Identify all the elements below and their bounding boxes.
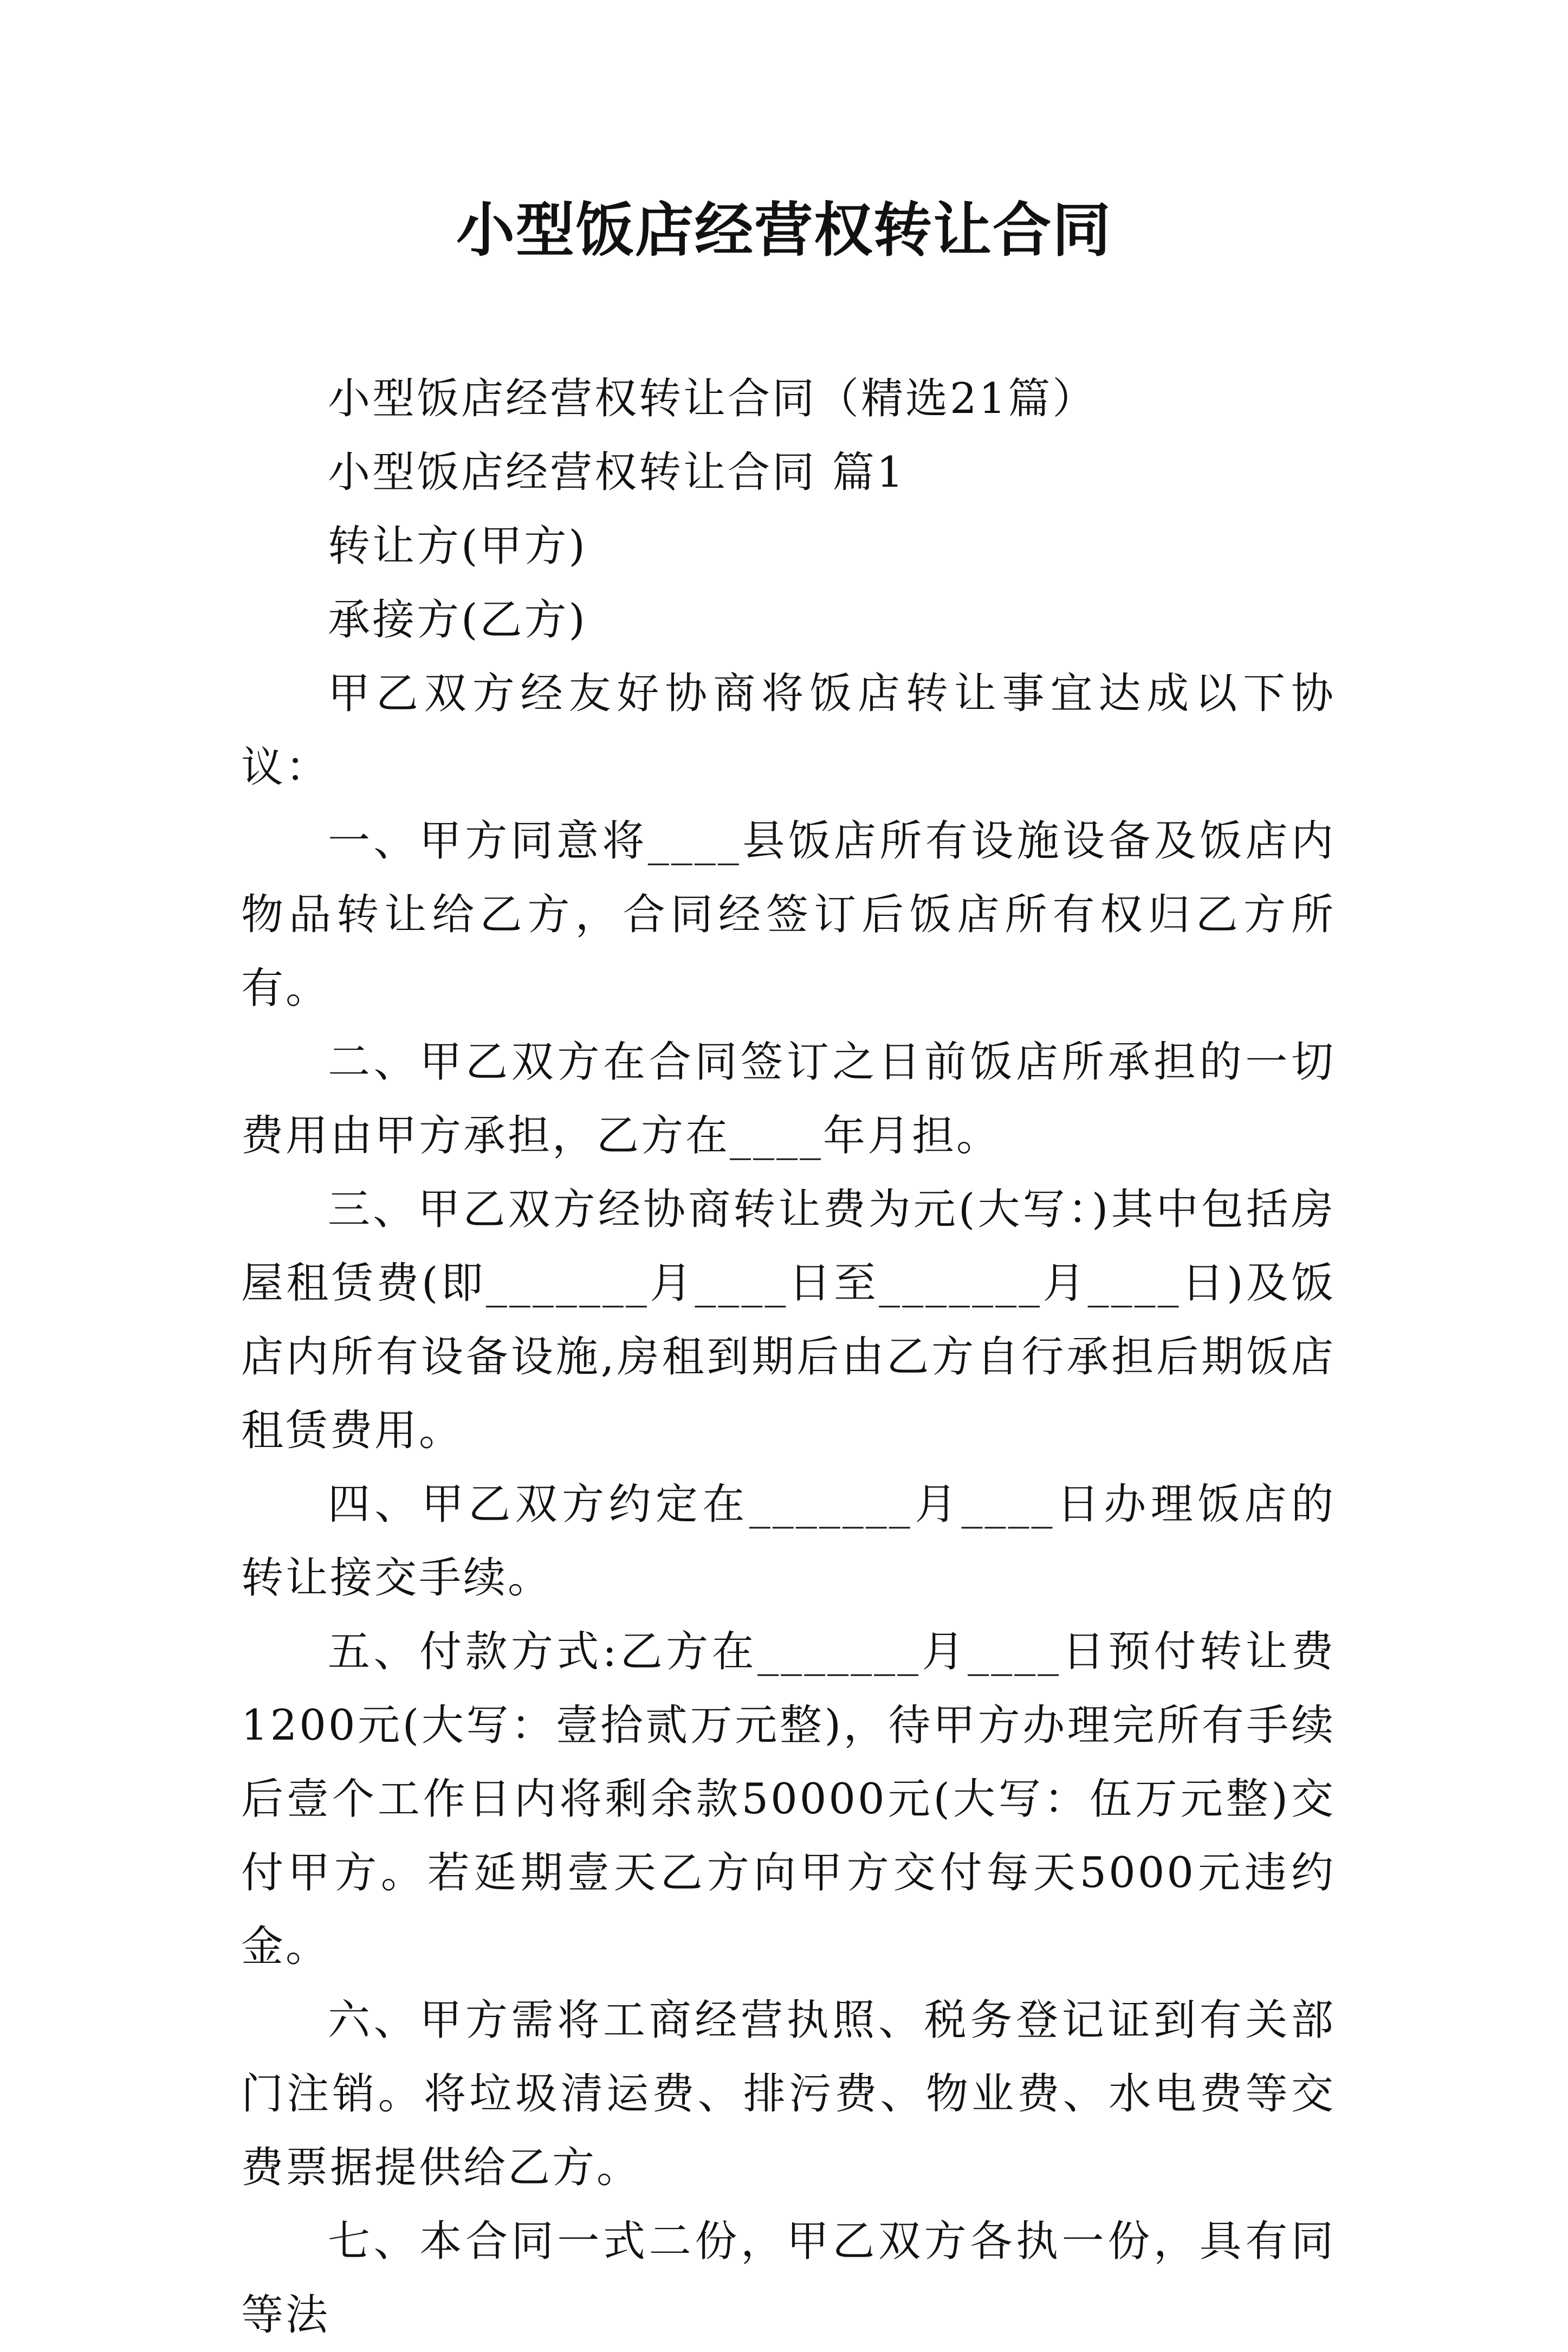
paragraph-transferor: 转让方(甲方): [328, 522, 587, 571]
paragraph-clause-4: 四、甲乙双方约定在_______月____日办理饭店的转让接交手续。: [241, 1480, 1336, 1603]
paragraph-preamble: 甲乙双方经友好协商将饭店转让事宜达成以下协议：: [241, 669, 1336, 792]
paragraph-clause-1: 一、甲方同意将____县饭店所有设施设备及饭店内物品转让给乙方，合同经签订后饭店所有权归乙方所有。: [241, 817, 1336, 1013]
paragraph-clause-5: 五、付款方式:乙方在_______月____日预付转让费1200元(大写：壹拾贰万元整)，待甲方办理完所有手续后壹个工作日内将剩余款50000元(大写：伍万元整)交付甲方。若延期壹天乙方向甲方交付每天5000元违约金。: [241, 1627, 1336, 1971]
paragraph-clause-2: 二、甲乙双方在合同签订之日前饭店所承担的一切费用由甲方承担，乙方在____年月担。: [241, 1038, 1336, 1160]
document-title: 小型饭店经营权转让合同: [456, 196, 1112, 264]
paragraph-clause-3: 三、甲乙双方经协商转让费为元(大写：)其中包括房屋租赁费(即_______月____日至_______月____日)及饭店内所有设备设施,房租到期后由乙方自行承担后期饭店租赁费用。: [241, 1185, 1336, 1455]
document-body: [241, 362, 1336, 2352]
paragraph-transferee: 承接方(乙方): [328, 596, 587, 644]
paragraph-subtitle: 小型饭店经营权转让合同（精选21篇）: [328, 374, 1097, 423]
paragraph-part-heading: 小型饭店经营权转让合同 篇1: [328, 448, 906, 497]
paragraph-clause-7: 七、本合同一式二份，甲乙双方各执一份，具有同等法: [241, 2217, 1336, 2340]
paragraph-clause-6: 六、甲方需将工商经营执照、税务登记证到有关部门注销。将垃圾清运费、排污费、物业费、水电费等交费票据提供给乙方。: [241, 1996, 1336, 2192]
